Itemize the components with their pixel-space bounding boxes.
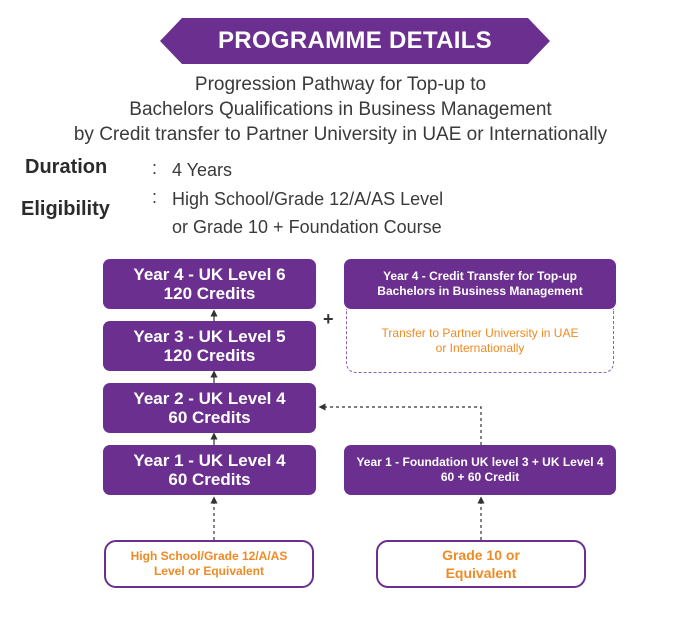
entry-highschool-line2: Level or Equivalent (153, 564, 265, 578)
eligibility-label: Eligibility (21, 198, 110, 220)
subtitle-line-3: by Credit transfer to Partner University in UAE or Internationally (73, 124, 608, 145)
entry-grade10-box (376, 540, 586, 588)
transfer-note-line2: or Internationally (435, 340, 525, 355)
year3-uk-level5-box (103, 321, 316, 371)
year4-credit-transfer-box (344, 259, 616, 309)
year2-line2: 60 Credits (168, 408, 251, 427)
entry-highschool-box (104, 540, 314, 588)
subtitle-line-1: Progression Pathway for Top-up to (194, 74, 487, 95)
arrow-foundation-to-year2 (322, 407, 481, 445)
entry-highschool-line1: High School/Grade 12/A/AS (130, 549, 288, 563)
duration-value: 4 Years (172, 160, 233, 180)
year1-uk-level4-box (103, 445, 316, 495)
year4-line2: 120 Credits (163, 284, 256, 303)
year1-line1: Year 1 - UK Level 4 (133, 451, 286, 470)
duration-label: Duration (25, 156, 108, 178)
eligibility-line-1: High School/Grade 12/A/AS Level (172, 189, 444, 209)
foundation-line2: 60 + 60 Credit (440, 470, 520, 484)
subtitle-line-2: Bachelors Qualifications in Business Management (129, 99, 552, 120)
foundation-year1-box (344, 445, 616, 495)
year3-line2: 120 Credits (163, 346, 256, 365)
eligibility-colon: : (152, 187, 158, 207)
year2-uk-level4-box (103, 383, 316, 433)
foundation-line1: Year 1 - Foundation UK level 3 + UK Level 4 (356, 455, 604, 469)
transfer-note-line1: Transfer to Partner University in UAE (381, 325, 579, 340)
year2-line1: Year 2 - UK Level 4 (133, 389, 286, 408)
year4-line1: Year 4 - UK Level 6 (133, 265, 286, 284)
plus-sign: + (323, 309, 334, 329)
eligibility-line-2: or Grade 10 + Foundation Course (172, 217, 442, 237)
duration-colon: : (152, 158, 158, 178)
year1-line2: 60 Credits (168, 470, 251, 489)
year4-transfer-line1: Year 4 - Credit Transfer for Top-up (383, 269, 577, 283)
transfer-partner-university-box (346, 309, 614, 373)
year4-transfer-line2: Bachelors in Business Management (377, 284, 583, 298)
entry-grade10-line2: Equivalent (445, 565, 517, 581)
year3-line1: Year 3 - UK Level 5 (133, 327, 286, 346)
entry-grade10-line1: Grade 10 or (442, 547, 520, 563)
banner-title: PROGRAMME DETAILS (218, 27, 492, 54)
year4-uk-level6-box (103, 259, 316, 309)
